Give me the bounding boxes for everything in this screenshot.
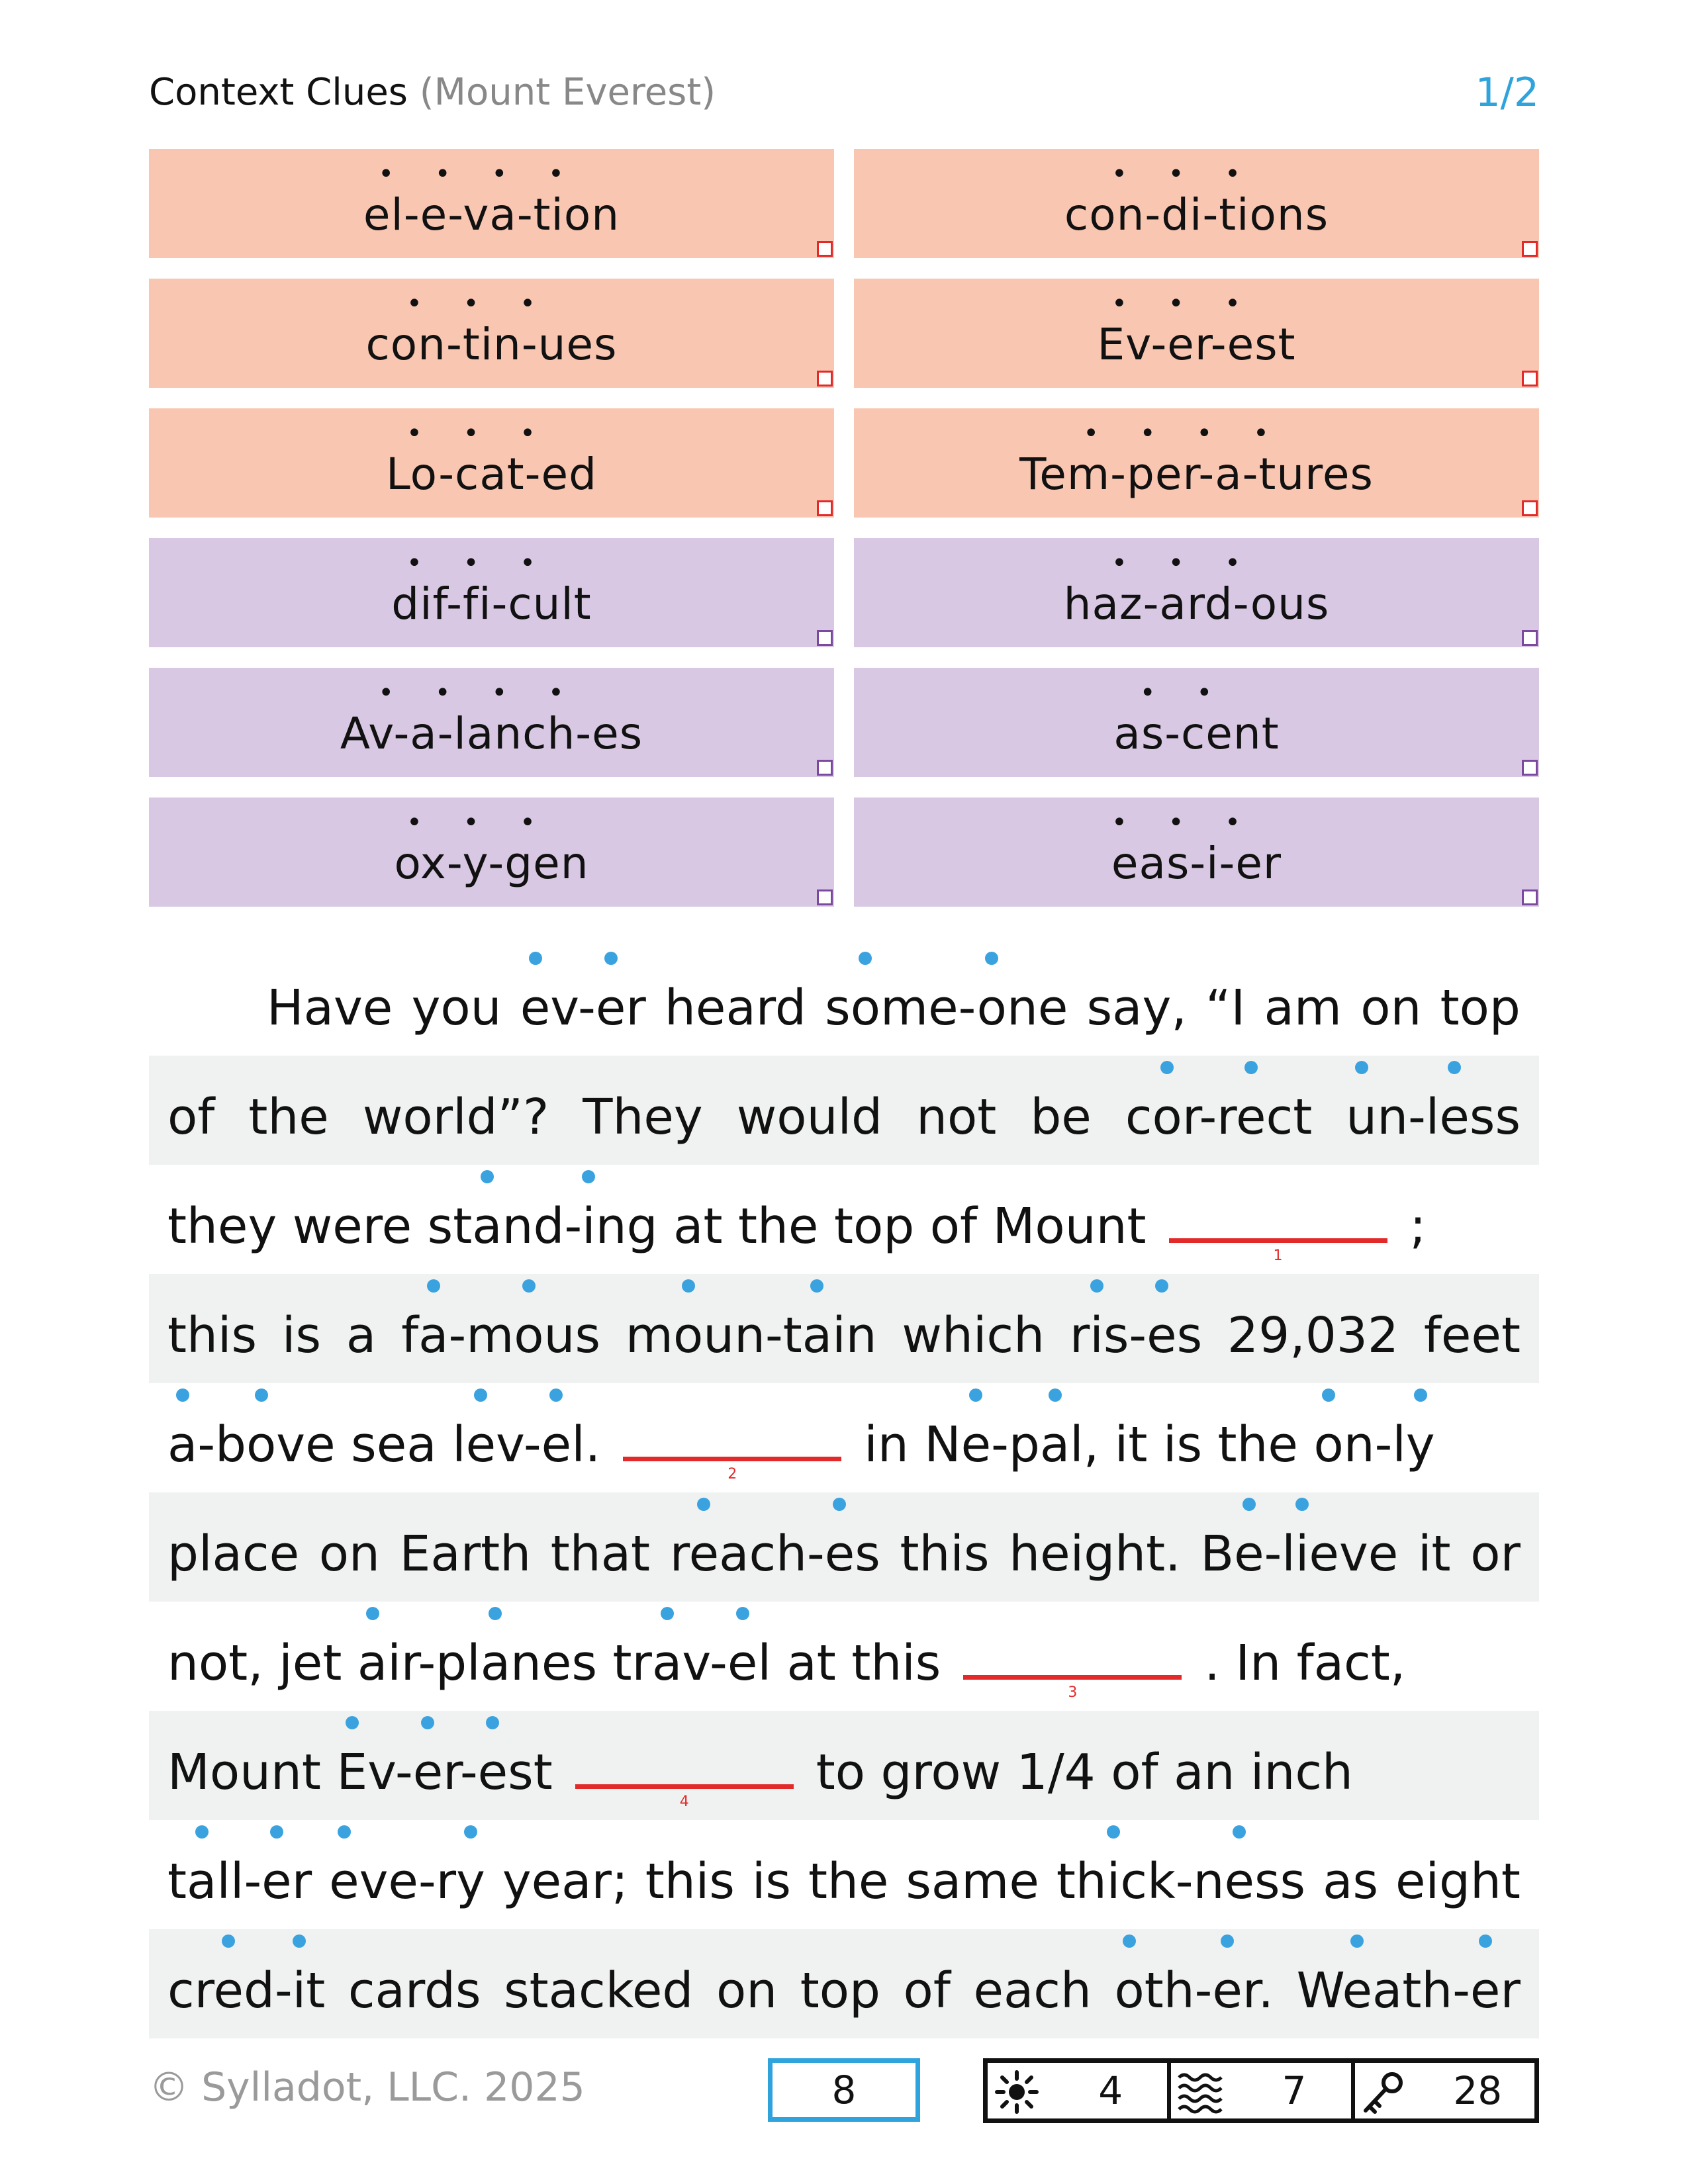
passage-line — [149, 1274, 1539, 1383]
syllable-dots: ••• — [1111, 548, 1282, 578]
passage-word: 29,032 — [1227, 1307, 1399, 1364]
vocab-card — [854, 668, 1539, 777]
passage-word: on — [318, 1525, 380, 1582]
waves-icon — [1176, 2068, 1224, 2116]
passage-word: some-one — [825, 979, 1068, 1036]
passage-line — [149, 946, 1539, 1056]
vocab-card — [854, 149, 1539, 258]
vocab-card — [149, 668, 834, 777]
syllable-dot — [293, 1934, 306, 1948]
syllable-dot — [255, 1388, 268, 1402]
syllable-dot — [1160, 1061, 1174, 1074]
passage-segment: they were stand-ing at the top of Mount — [167, 1198, 1147, 1255]
passage-text — [167, 1627, 1521, 1700]
syllable-dot — [486, 1716, 499, 1729]
passage-word: oth-er. — [1114, 1962, 1274, 2019]
syllable-dot — [833, 1498, 846, 1511]
passage-word: heard — [665, 979, 806, 1036]
blank-number: 4 — [679, 1794, 689, 1810]
passage-word: ris-es — [1069, 1307, 1203, 1364]
passage-word: this — [167, 1307, 258, 1364]
syllable-dot — [464, 1825, 477, 1839]
passage-word: be — [1030, 1089, 1092, 1146]
syllable-dot — [969, 1388, 982, 1402]
passage-segment: Mount Ev-er-est — [167, 1744, 553, 1801]
vocab-checkbox[interactable] — [1522, 500, 1538, 516]
passage-word: you — [411, 979, 502, 1036]
passage-word: say, — [1086, 979, 1187, 1036]
passage-line — [149, 1383, 1539, 1492]
passage-word: which — [902, 1307, 1045, 1364]
passage-word: cards — [348, 1962, 481, 2019]
syllable-dot — [549, 1388, 563, 1402]
syllable-dots: ••• — [1111, 807, 1282, 838]
vocab-word: con-di-tions — [1064, 189, 1329, 240]
page-title — [149, 66, 716, 119]
passage-text — [167, 1518, 1521, 1590]
passage-word: as — [1323, 1853, 1378, 1910]
passage-word: top — [1440, 979, 1521, 1036]
vocab-card — [149, 797, 834, 907]
syllable-dots: •••• — [378, 678, 605, 708]
passage-word: it — [1417, 1525, 1451, 1582]
passage-word: “I — [1205, 979, 1246, 1036]
passage-word: thick-ness — [1056, 1853, 1306, 1910]
passage-word: is — [281, 1307, 322, 1364]
passage-word: of — [903, 1962, 951, 2019]
syllable-dots: ••• — [1111, 289, 1282, 319]
passage-word: reach-es — [669, 1525, 880, 1582]
vocab-card — [149, 408, 834, 518]
vocab-word: Ev-er-est — [1097, 319, 1296, 370]
syllable-dot — [222, 1934, 235, 1948]
passage-text — [167, 1736, 1521, 1809]
syllable-dot — [1233, 1825, 1246, 1839]
syllable-dot — [682, 1279, 695, 1293]
vocab-card — [854, 408, 1539, 518]
passage-text — [167, 1081, 1521, 1154]
vocab-word: as-cent — [1113, 708, 1280, 759]
syllable-dot — [421, 1716, 434, 1729]
passage-segment: a-bove sea lev-el. — [167, 1416, 601, 1473]
page-header — [149, 66, 1539, 119]
passage-word: cred-it — [167, 1962, 326, 2019]
passage-word: fa-mous — [401, 1307, 601, 1364]
page-footer — [149, 2052, 1539, 2124]
passage-line — [149, 1492, 1539, 1602]
vocab-checkbox[interactable] — [817, 241, 833, 257]
stat-waves-value: 7 — [1282, 2068, 1307, 2113]
passage-line — [149, 1056, 1539, 1165]
passage-word: that — [550, 1525, 651, 1582]
passage-word: They — [583, 1089, 703, 1146]
passage-word: or — [1470, 1525, 1521, 1582]
passage-word: ev-er — [520, 979, 646, 1036]
vocab-word: dif-fi-cult — [391, 578, 592, 629]
vocab-card — [149, 538, 834, 647]
syllable-dot — [985, 952, 998, 965]
passage-word: would — [736, 1089, 883, 1146]
vocab-word: Av-a-lanch-es — [340, 708, 643, 759]
syllable-dot — [338, 1825, 351, 1839]
syllable-dot — [1448, 1061, 1461, 1074]
syllable-dot — [195, 1825, 209, 1839]
copyright: © Sylladot, LLC. 2025 — [149, 2064, 585, 2111]
passage-word: on — [716, 1962, 778, 2019]
vocab-checkbox[interactable] — [817, 889, 833, 905]
syllable-dot — [859, 952, 872, 965]
passage-word: cor-rect — [1125, 1089, 1313, 1146]
syllable-dots: ••• — [406, 289, 577, 319]
syllable-dot — [697, 1498, 710, 1511]
vocab-word: Tem-per-a-tures — [1019, 449, 1374, 500]
vocab-word: con-tin-ues — [365, 319, 618, 370]
blank-number: 2 — [727, 1466, 737, 1482]
passage-word: top — [800, 1962, 880, 2019]
syllable-dot — [1049, 1388, 1062, 1402]
passage-text — [167, 1299, 1521, 1372]
passage-word: year; — [502, 1853, 628, 1910]
vocab-word: el-e-va-tion — [363, 189, 620, 240]
passage-word: a — [346, 1307, 377, 1364]
vocab-checkbox[interactable] — [1522, 760, 1538, 776]
passage-text — [167, 1954, 1521, 2027]
page-number: 1/2 — [1475, 69, 1539, 116]
syllable-dot — [489, 1607, 502, 1620]
passage-text — [167, 1845, 1521, 1918]
vocab-checkbox[interactable] — [817, 630, 833, 646]
passage-line — [149, 1711, 1539, 1820]
stat-key — [1355, 2063, 1534, 2118]
passage-segment: to grow 1/4 of an inch — [816, 1744, 1353, 1801]
passage-word: each — [973, 1962, 1092, 2019]
syllable-dot — [1479, 1934, 1492, 1948]
passage-word: world”? — [362, 1089, 549, 1146]
syllable-dot — [1123, 1934, 1136, 1948]
passage-word: not — [916, 1089, 997, 1146]
answer-blank[interactable] — [963, 1640, 1182, 1701]
syllable-dot — [474, 1388, 487, 1402]
blank-number: 3 — [1068, 1684, 1078, 1701]
key-icon — [1360, 2068, 1408, 2116]
vocab-checkbox[interactable] — [1522, 241, 1538, 257]
passage-segment: not, jet air-planes trav-el at this — [167, 1635, 941, 1692]
passage-word: moun-tain — [625, 1307, 877, 1364]
passage-line — [149, 1165, 1539, 1274]
vocab-word: haz-ard-ous — [1063, 578, 1330, 629]
score-box: 8 — [768, 2058, 920, 2122]
vocab-card — [854, 538, 1539, 647]
passage-word: same — [906, 1853, 1039, 1910]
vocab-checkbox[interactable] — [817, 500, 833, 516]
passage-word: stacked — [504, 1962, 694, 2019]
passage-word: place — [167, 1525, 300, 1582]
passage-segment: . In fact, — [1204, 1635, 1406, 1692]
vocab-checkbox[interactable] — [817, 760, 833, 776]
passage-word: the — [808, 1853, 889, 1910]
passage-segment: in Ne-pal, it is the on-ly — [864, 1416, 1435, 1473]
vocab-word: ox-y-gen — [394, 838, 589, 889]
syllable-dots: •••• — [1083, 418, 1310, 449]
vocab-card — [149, 279, 834, 388]
syllable-dots: ••• — [406, 807, 577, 838]
syllable-dots: ••• — [1111, 159, 1282, 189]
syllable-dot — [176, 1388, 189, 1402]
answer-blank[interactable] — [1169, 1203, 1387, 1264]
passage-text — [167, 972, 1521, 1044]
syllable-dot — [529, 952, 542, 965]
passage-word: feet — [1423, 1307, 1521, 1364]
vocab-checkbox[interactable] — [1522, 371, 1538, 387]
syllable-dot — [481, 1170, 494, 1183]
syllable-dot — [1243, 1498, 1256, 1511]
passage-word: is — [751, 1853, 791, 1910]
syllable-dots: •• — [1139, 678, 1254, 708]
passage-word: Weath-er — [1296, 1962, 1521, 2019]
passage-line — [149, 1929, 1539, 2038]
syllable-dots: •••• — [378, 159, 605, 189]
syllable-dot — [346, 1716, 359, 1729]
passage-word: Earth — [399, 1525, 532, 1582]
answer-blank[interactable] — [623, 1422, 841, 1482]
passage-text — [167, 1190, 1521, 1263]
syllable-dot — [1355, 1061, 1368, 1074]
syllable-dot — [1107, 1825, 1120, 1839]
stats-box — [983, 2058, 1539, 2123]
vocab-checkbox[interactable] — [1522, 889, 1538, 905]
stat-key-value: 28 — [1453, 2068, 1503, 2113]
passage-word: the — [248, 1089, 329, 1146]
passage-word: un-less — [1346, 1089, 1521, 1146]
syllable-dot — [736, 1607, 749, 1620]
passage-word: this — [645, 1853, 735, 1910]
syllable-dot — [1090, 1279, 1103, 1293]
syllable-dot — [810, 1279, 823, 1293]
syllable-dot — [1414, 1388, 1427, 1402]
syllable-dot — [427, 1279, 440, 1293]
vocab-card — [854, 279, 1539, 388]
syllable-dot — [366, 1607, 379, 1620]
syllable-dot — [1221, 1934, 1234, 1948]
passage-word: Be-lieve — [1200, 1525, 1399, 1582]
passage-word: eve-ry — [329, 1853, 485, 1910]
vocab-card — [149, 149, 834, 258]
syllable-dot — [1244, 1061, 1258, 1074]
syllable-dot — [1350, 1934, 1364, 1948]
passage-word: this — [900, 1525, 990, 1582]
stat-sun-value: 4 — [1098, 2068, 1123, 2113]
passage-line — [149, 1602, 1539, 1711]
vocab-checkbox[interactable] — [1522, 630, 1538, 646]
stat-waves — [1171, 2063, 1354, 2118]
syllable-dot — [582, 1170, 595, 1183]
passage-word: of — [167, 1089, 215, 1146]
syllable-dot — [1295, 1498, 1309, 1511]
syllable-dots: ••• — [406, 418, 577, 449]
vocab-checkbox[interactable] — [817, 371, 833, 387]
title-subtitle: (Mount Everest) — [419, 71, 716, 114]
passage-word: on — [1360, 979, 1422, 1036]
vocab-card — [854, 797, 1539, 907]
passage-word: eight — [1395, 1853, 1521, 1910]
stat-sun — [988, 2063, 1171, 2118]
syllable-dots: ••• — [406, 548, 577, 578]
blank-number: 1 — [1273, 1248, 1283, 1264]
passage-line — [149, 1820, 1539, 1929]
syllable-dot — [522, 1279, 536, 1293]
passage-word: am — [1264, 979, 1342, 1036]
vocab-word: eas-i-er — [1111, 838, 1282, 889]
passage-word: Have — [267, 979, 393, 1036]
title-text: Context Clues — [149, 71, 408, 114]
passage-word: tall-er — [167, 1853, 312, 1910]
syllable-dot — [1322, 1388, 1335, 1402]
sun-icon — [993, 2068, 1041, 2116]
syllable-dot — [270, 1825, 283, 1839]
syllable-dot — [1155, 1279, 1168, 1293]
passage-word: height. — [1009, 1525, 1181, 1582]
answer-blank[interactable] — [575, 1749, 794, 1810]
syllable-dot — [604, 952, 618, 965]
vocab-word: Lo-cat-ed — [386, 449, 597, 500]
syllable-dot — [661, 1607, 674, 1620]
passage-text — [167, 1408, 1521, 1481]
passage-segment: ; — [1409, 1198, 1427, 1255]
